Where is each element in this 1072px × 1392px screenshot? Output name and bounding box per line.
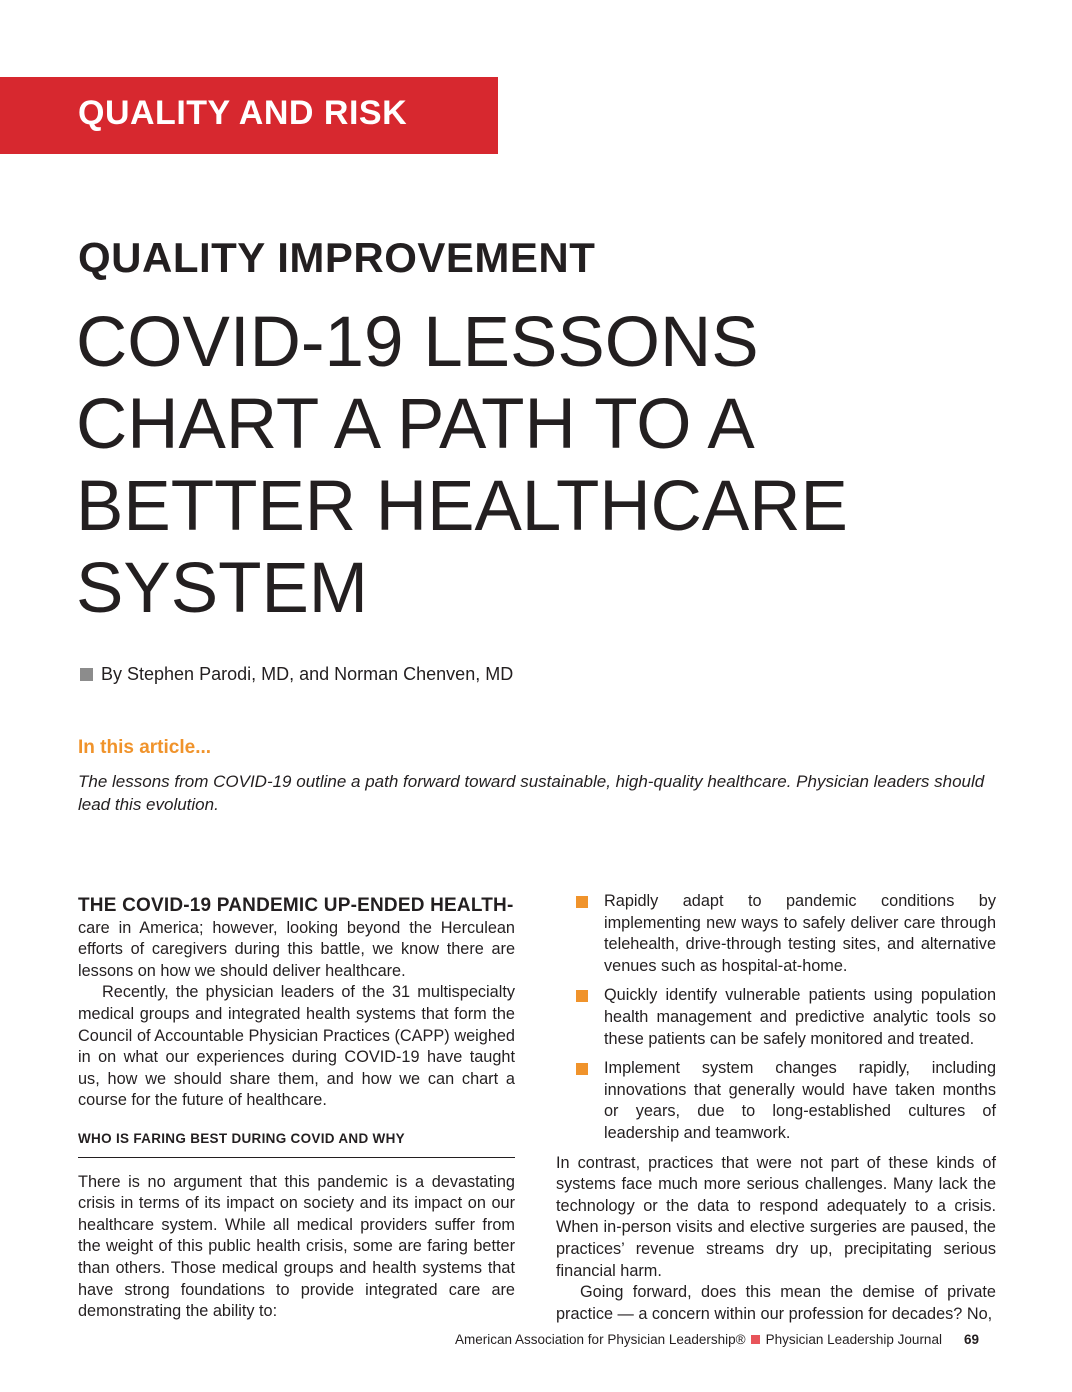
page-footer — [455, 1332, 979, 1347]
left-column — [78, 895, 515, 1323]
right-column — [556, 891, 996, 1325]
list-item — [556, 985, 996, 1050]
section-subhead: WHO IS FARING BEST DURING COVID AND WHY — [78, 1128, 515, 1158]
byline — [80, 664, 513, 685]
bullet-text: Quickly identify vulnerable patients using population health management and predictive analytic tools so these patients can be safely monitored and treated. — [604, 986, 996, 1048]
bullet-square-icon — [576, 896, 588, 908]
list-item — [556, 891, 996, 977]
article-kicker: QUALITY IMPROVEMENT — [78, 234, 596, 281]
title-line: BETTER HEALTHCARE — [76, 467, 848, 546]
bullet-text: Rapidly adapt to pandemic conditions by implementing new ways to safely deliver care through telehealth, drive-through testing sites, and alternative venues such as hospital-at-home. — [604, 892, 996, 975]
lead-paragraph — [78, 895, 515, 982]
section-banner — [0, 77, 498, 154]
article-title — [76, 302, 936, 630]
title-line: COVID-19 LESSONS — [76, 303, 759, 382]
bullet-square-icon — [576, 990, 588, 1002]
body-paragraph: In contrast, practices that were not part of these kinds of systems face much more serious challenges. Many lack the technology or the data to respond adequately to a crisis. When in-person visits and elective surgeries are paused, the practices’ revenue streams dry up, precipitating serious financial harm. — [556, 1153, 996, 1280]
footer-journal: Physician Leadership Journal — [765, 1332, 942, 1347]
body-paragraph: Going forward, does this mean the demise of private practice — a concern within our profession for decades? No, — [556, 1283, 996, 1323]
list-item — [556, 1058, 996, 1144]
footer-square-icon — [751, 1335, 760, 1344]
title-line: CHART A PATH TO A — [76, 385, 755, 464]
lead-caps: THE COVID-19 PANDEMIC UP-ENDED HEALTH- — [78, 895, 514, 916]
page-number: 69 — [963, 1332, 979, 1347]
section-label: QUALITY AND RISK — [78, 94, 408, 132]
body-paragraph: There is no argument that this pandemic is a devastating crisis in terms of its impact on society and its impact on our healthcare system. While all medical providers suffer from the weight of this public health crisis, some are faring better than others. Those medical groups and health systems that have strong foundations to provide integrated care are demonstrating the ability to: — [78, 1172, 515, 1321]
body-paragraph: Recently, the physician leaders of the 31 multispecialty medical groups and integrated health systems that form the Council of Accountable Physician Practices (CAPP) weighed in on what our experiences during COVID-19 have taught us, how we should share them, and how we can chart a course for the future of healthcare. — [78, 983, 515, 1110]
footer-organization: American Association for Physician Leadership® — [455, 1332, 746, 1347]
in-this-article-label: In this article... — [78, 737, 212, 758]
lead-rest: care in America; however, looking beyond the Herculean efforts of caregivers during this battle, we know there are lessons on how we should deliver healthcare. — [78, 918, 515, 980]
article-summary: The lessons from COVID-19 outline a path forward toward sustainable, high-quality healthcare. Physician leaders should lead this evolution. — [78, 772, 985, 814]
byline-text: By Stephen Parodi, MD, and Norman Chenven, MD — [101, 664, 514, 684]
bullet-text: Implement system changes rapidly, including innovations that generally would have taken months or years, due to long-established cultures of leadership and teamwork. — [604, 1059, 996, 1142]
title-line: SYSTEM — [76, 549, 368, 628]
bullet-list — [556, 891, 996, 1145]
byline-square-icon — [80, 668, 93, 681]
bullet-square-icon — [576, 1063, 588, 1075]
